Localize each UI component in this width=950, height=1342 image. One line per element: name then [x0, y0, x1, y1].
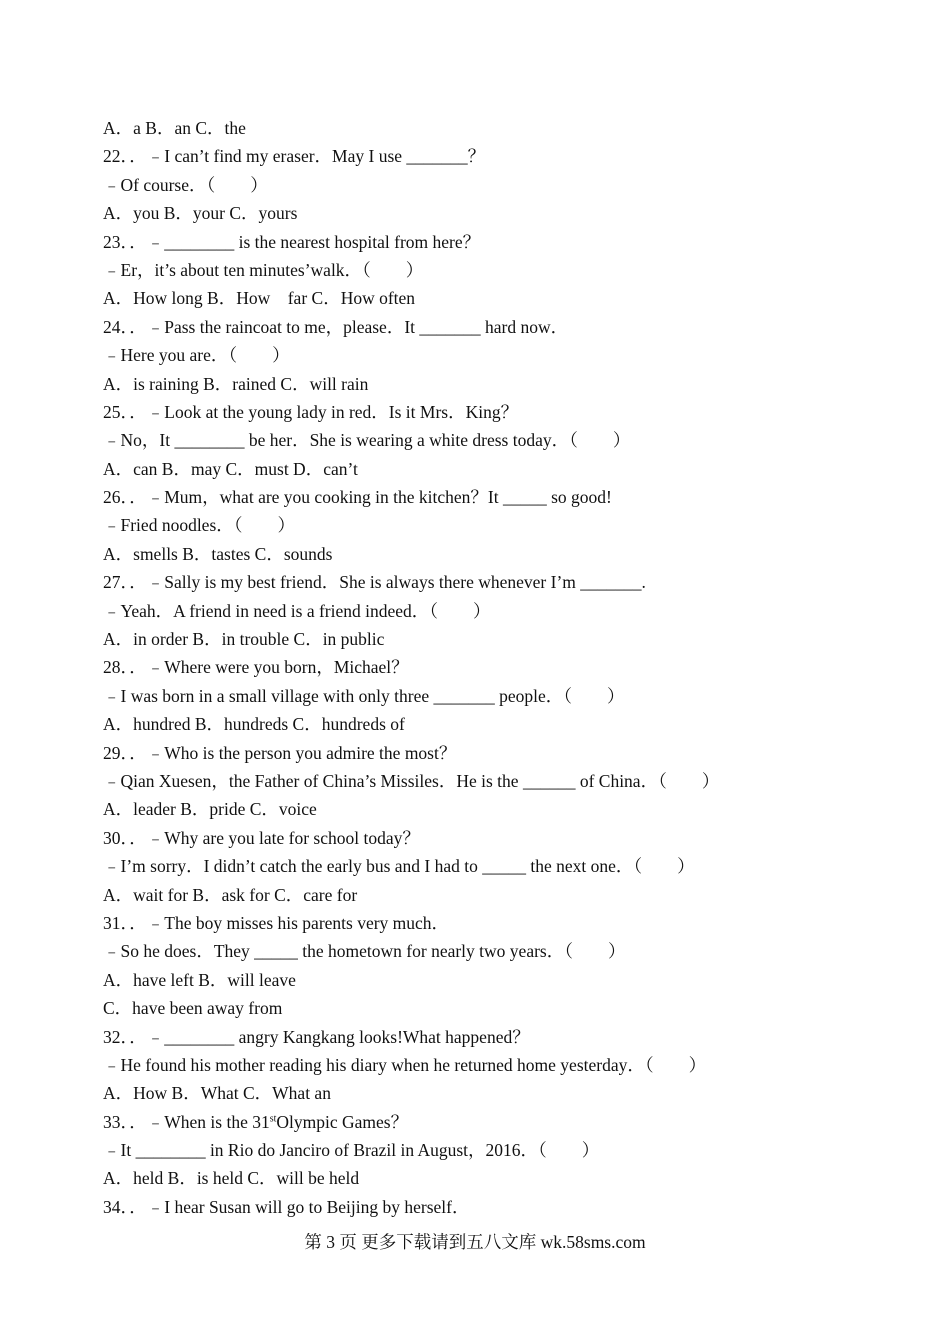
q30-response: ﹣I’m sorry．I didn’t catch the early bus and I had to _____ the next one．（ ）	[103, 856, 695, 877]
page-footer: 第 3 页 更多下载请到五八文库 wk.58sms.com	[304, 1232, 646, 1252]
q22-options: A．you B．your C．yours	[103, 203, 298, 224]
q28-prompt: 28．．﹣Where were you born，Michael？	[103, 657, 409, 678]
q23-response: ﹣Er，it’s about ten minutes’walk．（ ）	[103, 259, 424, 280]
q25-prompt: 25．．﹣Look at the young lady in red．Is it Mrs．King？	[103, 401, 519, 422]
q33-superscript: st	[269, 1113, 277, 1125]
q30-prompt: 30．．﹣Why are you late for school today？	[103, 827, 420, 848]
q33-prompt	[103, 1108, 903, 1136]
q31-response: ﹣So he does．They _____ the hometown for nearly two years．（ ）	[103, 941, 626, 962]
q24-options: A．is raining B．rained C．will rain	[103, 373, 369, 394]
q31-options-ab: A．have left B．will leave	[103, 969, 296, 990]
q23-prompt: 23．．﹣________ is the nearest hospital from here？	[103, 231, 481, 252]
q33-prompt-head: 33．．﹣When is the 31	[103, 1111, 270, 1132]
q32-prompt: 32．．﹣________ angry Kangkang looks!What happened？	[103, 1026, 530, 1047]
q24-response: ﹣Here you are．（ ）	[103, 345, 290, 366]
q25-options: A．can B．may C．must D．can’t	[103, 458, 358, 479]
q30-options: A．wait for B．ask for C．care for	[103, 884, 358, 905]
q26-prompt: 26．．﹣Mum，what are you cooking in the kitchen？It _____ so good!	[103, 487, 612, 508]
q29-response: ﹣Qian Xuesen，the Father of China’s Missiles．He is the ______ of China．（ ）	[103, 770, 720, 791]
q33-response: ﹣It ________ in Rio do Janciro of Brazil in August，2016．（ ）	[103, 1140, 600, 1161]
q21-options: A．a B．an C．the	[103, 118, 246, 138]
q27-response: ﹣Yeah．A friend in need is a friend indeed．（ ）	[103, 600, 491, 621]
q26-response: ﹣Fried noodles．（ ）	[103, 515, 296, 536]
q31-prompt: 31．．﹣The boy misses his parents very much．	[103, 912, 450, 933]
q23-options: A．How long B．How far C．How often	[103, 288, 416, 309]
q29-options: A．leader B．pride C．voice	[103, 799, 317, 820]
q22-prompt: 22．．﹣I can’t find my eraser．May I use _______？	[103, 146, 486, 167]
q31-options-c: C．have been away from	[103, 998, 283, 1019]
q32-response: ﹣He found his mother reading his diary when he returned home yesterday．（ ）	[103, 1054, 707, 1075]
q28-response: ﹣I was born in a small village with only three _______ people．（ ）	[103, 685, 625, 706]
q24-prompt: 24．．﹣Pass the raincoat to me，please．It _______ hard now．	[103, 316, 569, 337]
q33-options: A．held B．is held C．will be held	[103, 1168, 360, 1189]
q26-options: A．smells B．tastes C．sounds	[103, 543, 333, 564]
q33-prompt-tail: Olympic Games？	[276, 1111, 409, 1132]
q34-prompt: 34．．﹣I hear Susan will go to Beijing by herself．	[103, 1196, 470, 1217]
q28-options: A．hundred B．hundreds C．hundreds of	[103, 714, 405, 735]
question-list	[103, 114, 903, 1221]
q27-prompt: 27．．﹣Sally is my best friend．She is always there whenever I’m _______.	[103, 572, 646, 593]
q29-prompt: 29．．﹣Who is the person you admire the most？	[103, 742, 457, 763]
q32-options: A．How B．What C．What an	[103, 1083, 331, 1104]
q25-response: ﹣No，It ________ be her．She is wearing a white dress today．（ ）	[103, 430, 631, 451]
q27-options: A．in order B．in trouble C．in public	[103, 629, 385, 650]
q22-response: ﹣Of course．（ ）	[103, 174, 268, 195]
